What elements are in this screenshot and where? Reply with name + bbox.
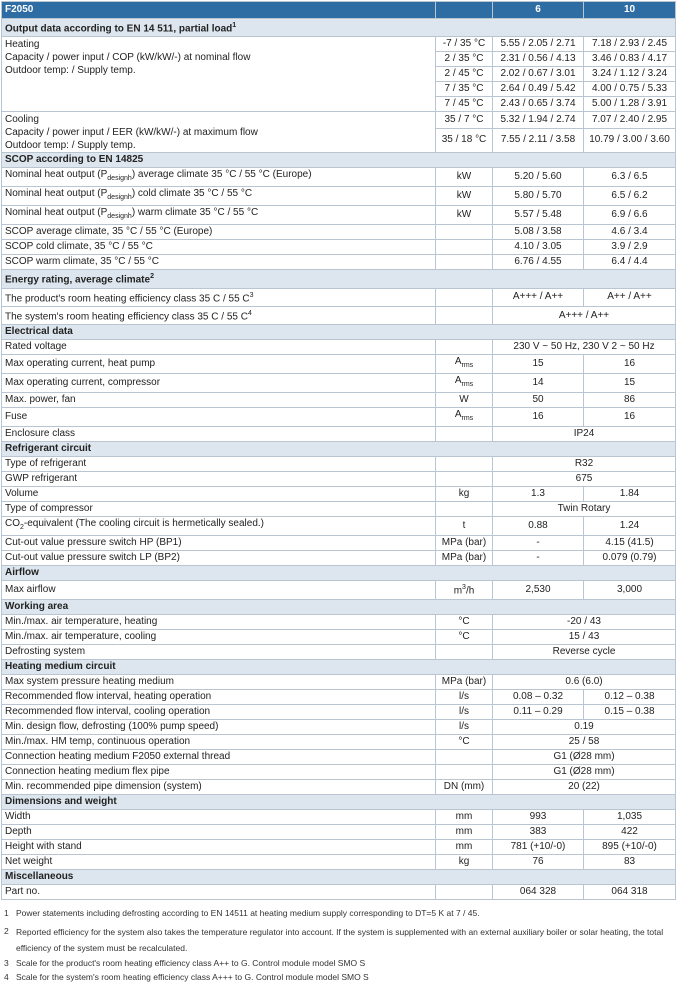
table-row: Max operating current, heat pump $A_{rms}$ 15 16: [2, 355, 676, 374]
table-row: Width mm 993 1,035: [2, 809, 676, 824]
table-row: Heating Capacity / power input / COP (kW/kW/-) at nominal flow Outdoor temp: / Supply temp. -7 / 35 °C 5.55 / 2.05 / 2.71 7.18 / 2.93 / 2.45: [2, 37, 676, 52]
table-row: Nominal heat output $(P_{designh})$ average climate 35 °C / 55 °C (Europe) kW 5.20 / 5.60 6.3 / 6.5: [2, 168, 676, 187]
table-row: Fuse $A_{rms}$ 16 16: [2, 408, 676, 427]
table-row: $CO_2$-equivalent (The cooling circuit is hermetically sealed.) t 0.88 1.24: [2, 517, 676, 536]
section-miscellaneous: Miscellaneous: [2, 869, 676, 884]
table-row: Cooling Capacity / power input / EER (kW/kW/-) at maximum flow Outdoor temp: / Supply temp. 35 / 7 °C 5.32 / 1.94 / 2.74 7.07 / 2.40 / 2.95: [2, 112, 676, 128]
table-row: Enclosure class IP24: [2, 427, 676, 442]
table-row: Connection heating medium flex pipe G1 (Ø28 mm): [2, 764, 676, 779]
cooling-label: Cooling Capacity / power input / EER (kW/kW/-) at maximum flow Outdoor temp: / Supply temp.: [2, 112, 436, 153]
table-row: Defrosting system Reverse cycle: [2, 644, 676, 659]
table-row: 35 / 18 °C 7.55 / 2.11 / 3.58 10.79 / 3.00 / 3.60: [2, 128, 676, 153]
section-working-area: Working area: [2, 599, 676, 614]
table-row: Min. recommended pipe dimension (system) DN (mm) 20 (22): [2, 779, 676, 794]
table-row: The system's room heating efficiency class 35 C / 55 $C^4$ A+++ / A++: [2, 306, 676, 324]
table-row: Min. design flow, defrosting (100% pump speed) l/s 0.19: [2, 719, 676, 734]
heating-label: Heating Capacity / power input / COP (kW/kW/-) at nominal flow Outdoor temp: / Supply temp.: [2, 37, 436, 112]
footnotes: [4, 906, 676, 984]
table-row: SCOP warm climate, 35 °C / 55 °C 6.76 / 4.55 6.4 / 4.4: [2, 255, 676, 270]
table-row: Rated voltage 230 V ~ 50 Hz, 230 V 2 ~ 50 Hz: [2, 340, 676, 355]
section-refrigerant: Refrigerant circuit: [2, 442, 676, 457]
table-row: Max airflow $m^3/h$ 2,530 3,000: [2, 581, 676, 599]
table-row: Part no. 064 328 064 318: [2, 884, 676, 899]
table-row: Type of refrigerant R32: [2, 457, 676, 472]
table-row: Min./max. air temperature, cooling °C 15 / 43: [2, 629, 676, 644]
table-row: 2 / 35 °C 2.31 / 0.56 / 4.13 3.46 / 0.83 / 4.17: [2, 52, 676, 67]
table-row: Recommended flow interval, cooling operation l/s 0.11 – 0.29 0.15 – 0.38: [2, 704, 676, 719]
table-row: Depth mm 383 422: [2, 824, 676, 839]
spec-table: [1, 1, 676, 900]
table-row: Cut-out value pressure switch LP (BP2) MPa (bar) - 0.079 (0.79): [2, 551, 676, 566]
section-output: Output data according to EN 14 511, partial load$^1$: [2, 19, 676, 37]
footnote: 1 Power statements including defrosting according to EN 14511 at heating medium supply corresponding to DT=5 K at 7 / 45.: [4, 907, 480, 918]
section-heating-medium: Heating medium circuit: [2, 659, 676, 674]
section-electrical: Electrical data: [2, 325, 676, 340]
section-energy: Energy rating, average climate$^2$: [2, 270, 676, 288]
section-airflow: Airflow: [2, 566, 676, 581]
table-row: 7 / 45 °C 2.43 / 0.65 / 3.74 5.00 / 1.28 / 3.91: [2, 97, 676, 112]
footnote: 2 Reported efficiency for the system also takes the temperature regulator into account. If the system is supplemented with an external auxiliary boiler or solar heating, the total efficiency of the system must be recalculated.: [4, 925, 664, 953]
table-row: SCOP cold climate, 35 °C / 55 °C 4.10 / 3.05 3.9 / 2.9: [2, 240, 676, 255]
footnote: 4 Scale for the system's room heating efficiency class A+++ to G. Control module model SMO S: [4, 971, 369, 982]
table-header-row: [2, 2, 676, 19]
table-row: Net weight kg 76 83: [2, 854, 676, 869]
table-row: 7 / 35 °C 2.64 / 0.49 / 5.42 4.00 / 0.75 / 5.33: [2, 82, 676, 97]
footnote: 3 Scale for the product's room heating efficiency class A++ to G. Control module model SMO S: [4, 957, 366, 968]
table-row: Height with stand mm 781 (+10/-0) 895 (+10/-0): [2, 839, 676, 854]
table-row: Nominal heat output $(P_{designh})$ cold climate 35 °C / 55 °C kW 5.80 / 5.70 6.5 / 6.2: [2, 187, 676, 206]
table-row: Recommended flow interval, heating operation l/s 0.08 – 0.32 0.12 – 0.38: [2, 689, 676, 704]
model-name: F2050: [2, 2, 436, 19]
table-row: Nominal heat output $(P_{designh})$ warm climate 35 °C / 55 °C kW 5.57 / 5.48 6.9 / 6.6: [2, 206, 676, 225]
table-row: Min./max. HM temp, continuous operation °C 25 / 58: [2, 734, 676, 749]
table-row: Min./max. air temperature, heating °C -20 / 43: [2, 614, 676, 629]
section-scop: SCOP according to EN 14825: [2, 153, 676, 168]
table-row: Volume kg 1.3 1.84: [2, 487, 676, 502]
table-row: 2 / 45 °C 2.02 / 0.67 / 3.01 3.24 / 1.12 / 3.24: [2, 67, 676, 82]
table-row: Cut-out value pressure switch HP (BP1) MPa (bar) - 4.15 (41.5): [2, 536, 676, 551]
table-row: Max operating current, compressor $A_{rms}$ 14 15: [2, 374, 676, 393]
table-row: GWP refrigerant 675: [2, 472, 676, 487]
table-row: Max system pressure heating medium MPa (bar) 0.6 (6.0): [2, 674, 676, 689]
table-row: Connection heating medium F2050 external thread G1 (Ø28 mm): [2, 749, 676, 764]
column-10-header: 10: [584, 2, 676, 19]
table-row: Max. power, fan W 50 86: [2, 393, 676, 408]
table-row: Type of compressor Twin Rotary: [2, 502, 676, 517]
table-row: The product's room heating efficiency class 35 C / 55 $C^3$ A+++ / A++ A++ / A++: [2, 288, 676, 306]
column-6-header: 6: [493, 2, 584, 19]
table-row: SCOP average climate, 35 °C / 55 °C (Europe) 5.08 / 3.58 4.6 / 3.4: [2, 225, 676, 240]
section-dimensions: Dimensions and weight: [2, 794, 676, 809]
